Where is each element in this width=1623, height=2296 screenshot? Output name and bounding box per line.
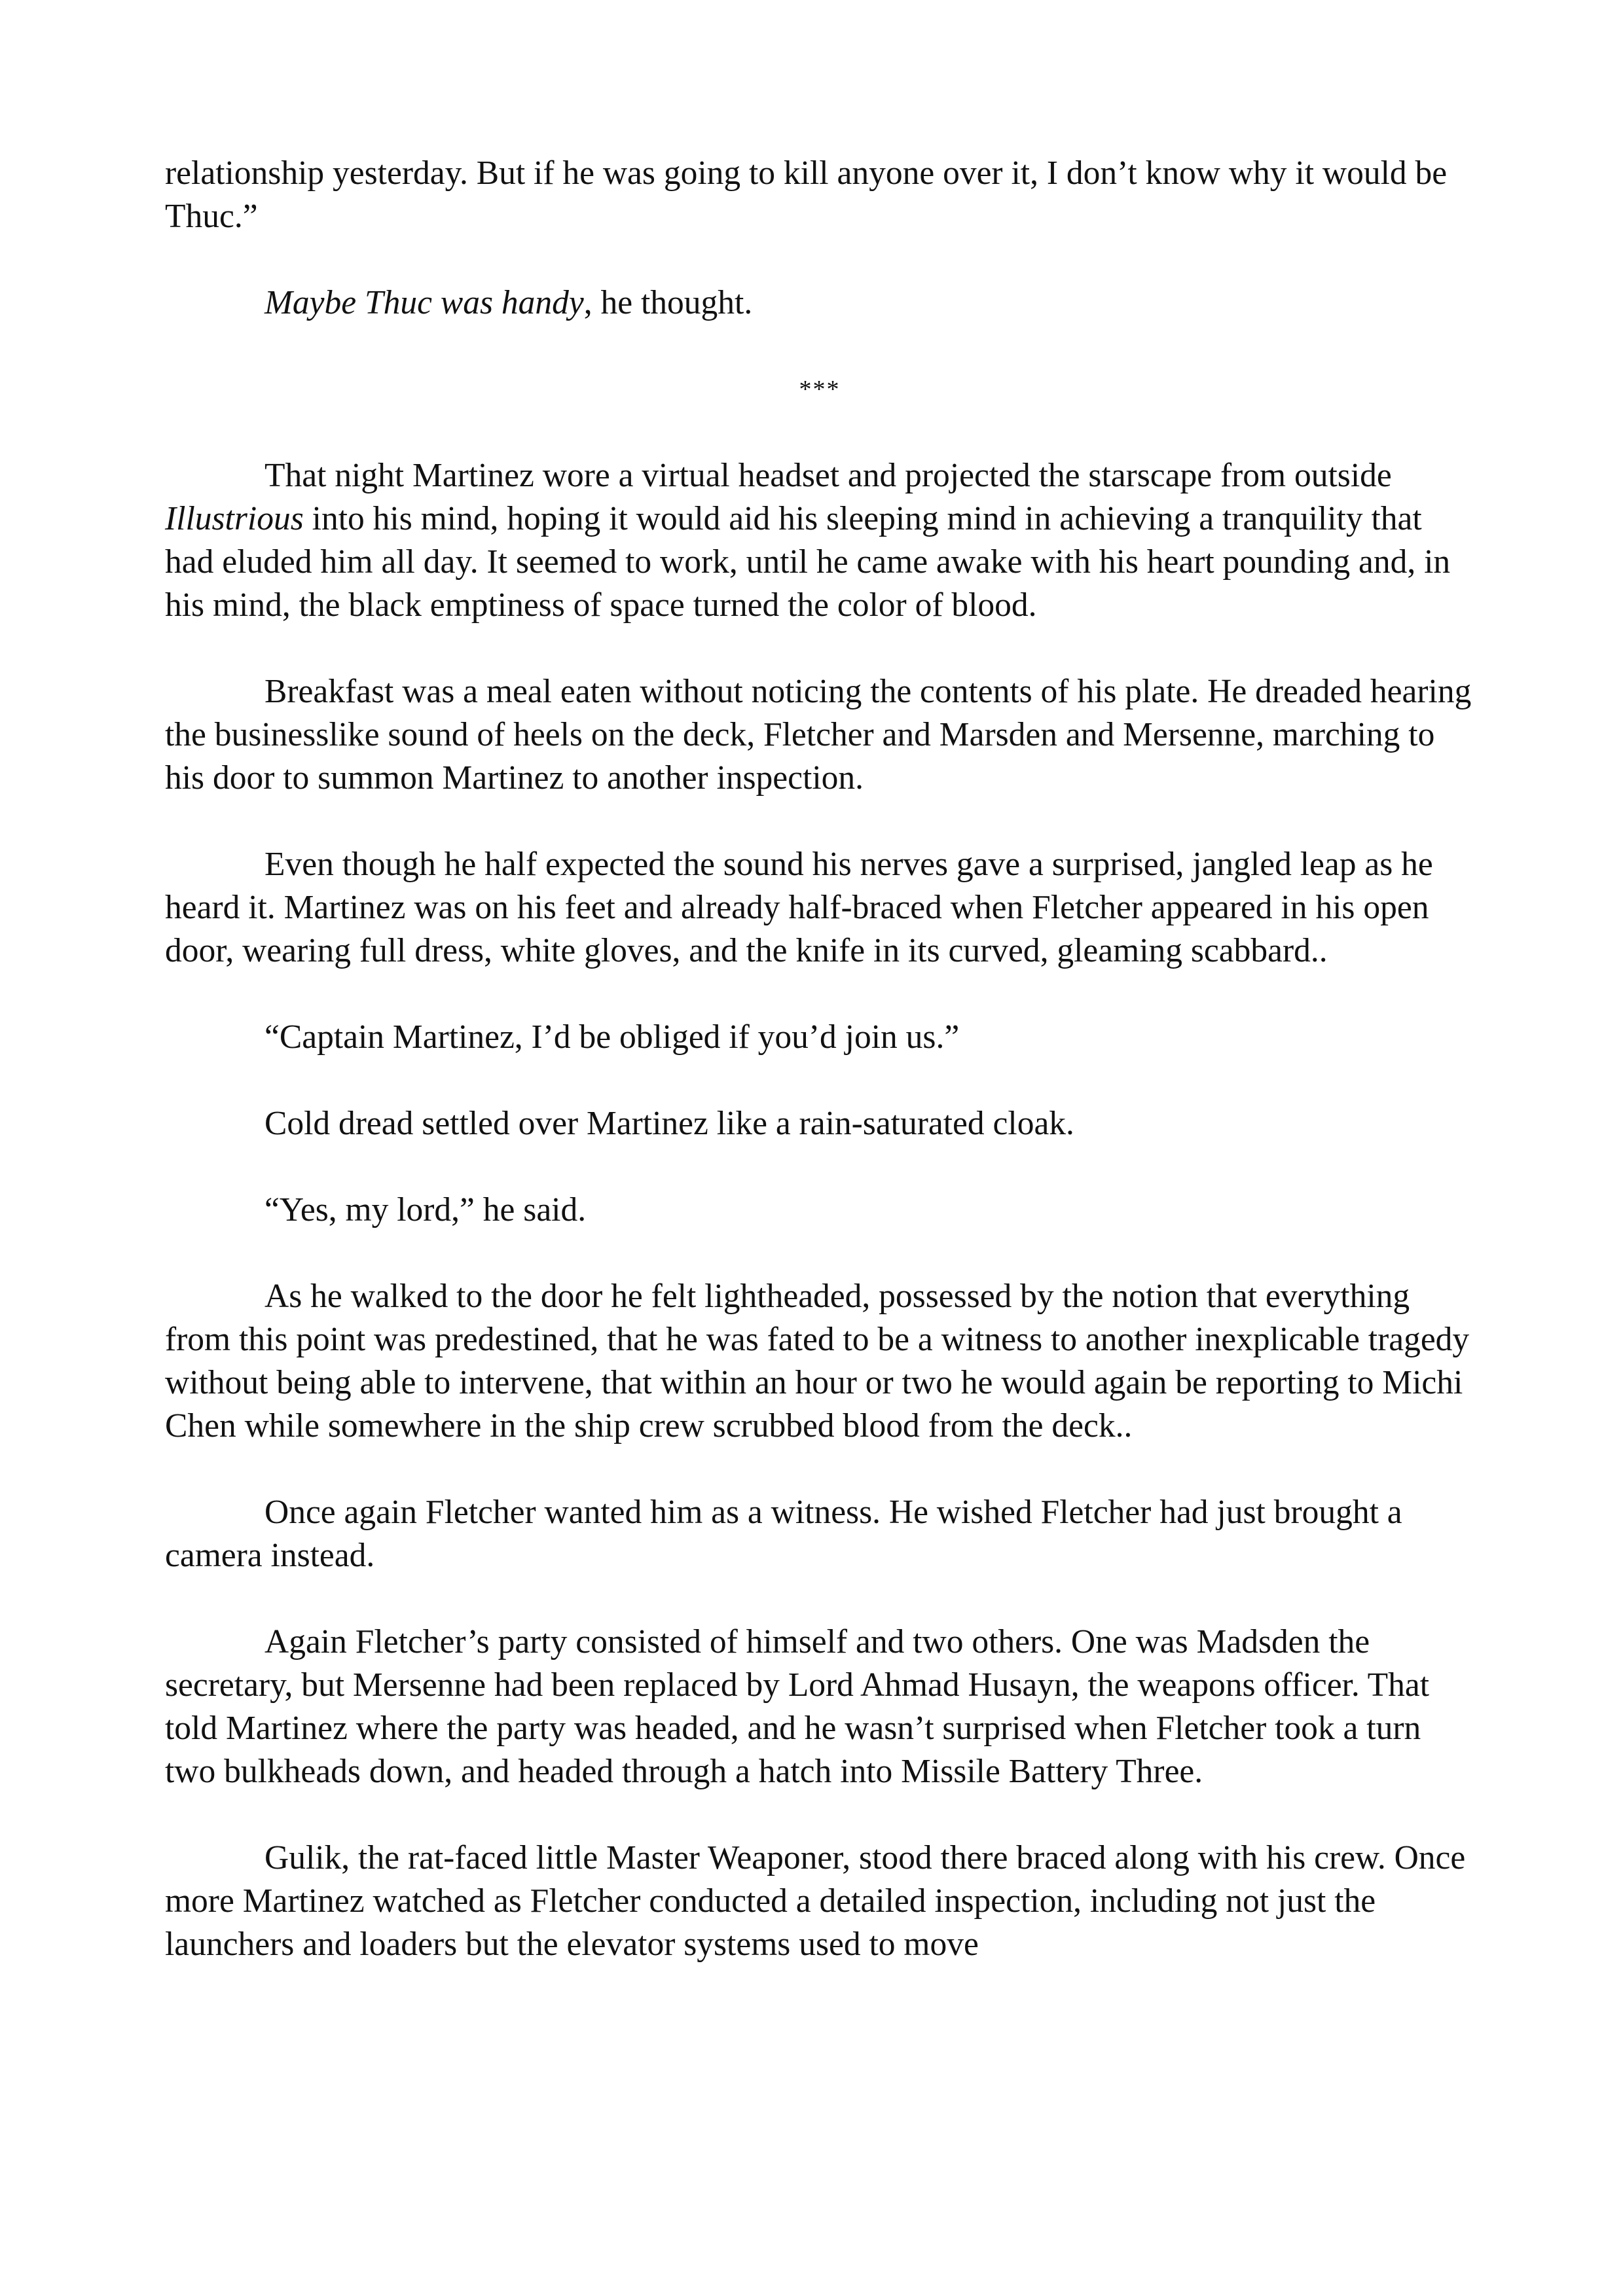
text-run: Even though he half expected the sound his nerves gave a surprised, jangled leap as he heard it. Martinez was on his feet and already half-braced when Fletcher appeared in his open door, wearing full dress, white gloves, and the knife in its curved, gleaming scabbard.. [165, 846, 1433, 969]
text-run: That night Martinez wore a virtual headset and projected the starscape from outside [264, 457, 1392, 494]
text-run: “Yes, my lord,” he said. [264, 1191, 587, 1229]
text-run: As he walked to the door he felt lightheaded, possessed by the notion that everything from this point was predestined, that he was fated to be a witness to another inexplicable tragedy without being able to intervene, that within an hour or two he would again be reporting to Michi Chen while somewhere in the ship crew scrubbed blood from the deck.. [165, 1278, 1470, 1444]
paragraph [165, 281, 1474, 325]
paragraph [165, 843, 1474, 973]
body-text [165, 152, 1474, 1966]
paragraph [165, 454, 1474, 627]
paragraph [165, 1102, 1474, 1145]
text-run: Breakfast was a meal eaten without noticing the contents of his plate. He dreaded hearing the businesslike sound of heels on the deck, Fletcher and Marsden and Mersenne, marching to his door to summon Martinez to another inspection. [165, 673, 1472, 797]
scene-break [165, 368, 1474, 411]
text-run: Once again Fletcher wanted him as a witness. He wished Fletcher had just brought a camera instead. [165, 1494, 1402, 1574]
italic-run: Illustrious [165, 500, 304, 537]
paragraph [165, 1491, 1474, 1577]
paragraph [165, 1189, 1474, 1232]
text-run: into his mind, hoping it would aid his sleeping mind in achieving a tranquility that had eluded him all day. It seemed to work, until he came awake with his heart pounding and, in his mind, the black emptiness of space turned the color of blood. [165, 500, 1451, 624]
text-run: “Captain Martinez, I’d be obliged if you’d join us.” [264, 1018, 960, 1056]
text-run: relationship yesterday. But if he was going to kill anyone over it, I don’t know why it would be Thuc.” [165, 154, 1448, 235]
text-run: Gulik, the rat-faced little Master Weaponer, stood there braced along with his crew. Once more Martinez watched as Fletcher conducted a detailed inspection, including not just the launchers and loaders but the elevator systems used to move [165, 1839, 1466, 1963]
paragraph [165, 1837, 1474, 1966]
text-run: Again Fletcher’s party consisted of himself and two others. One was Madsden the secretary, but Mersenne had been replaced by Lord Ahmad Husayn, the weapons officer. That told Martinez where the party was headed, and he wasn’t surprised when Fletcher took a turn two bulkheads down, and headed through a hatch into Missile Battery Three. [165, 1623, 1430, 1790]
paragraph [165, 152, 1474, 238]
paragraph [165, 1275, 1474, 1448]
text-run: Cold dread settled over Martinez like a rain-saturated cloak. [264, 1105, 1074, 1142]
text-run: , he thought. [583, 284, 753, 321]
scene-break-mark: *** [799, 376, 841, 403]
paragraph [165, 1016, 1474, 1059]
paragraph [165, 670, 1474, 800]
paragraph [165, 1621, 1474, 1793]
italic-run: Maybe Thuc was handy [264, 284, 584, 321]
